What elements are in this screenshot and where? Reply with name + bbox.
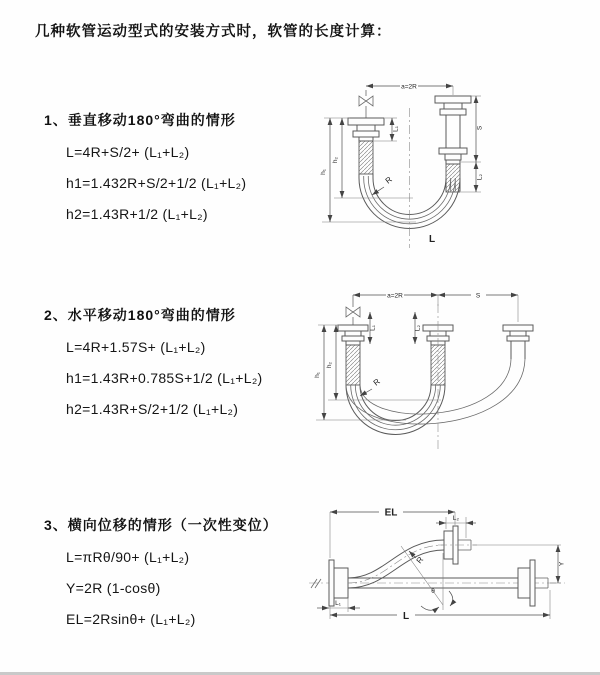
dim-h2-label: h₂ — [332, 156, 339, 164]
radius-callout — [360, 377, 382, 396]
dim-h2-label: h₂ — [326, 361, 333, 369]
dim-l1-label: L₁ — [369, 325, 377, 331]
dim-width-label: a=2R — [387, 292, 403, 300]
valve-icon — [346, 295, 360, 325]
dim-l-label: L — [402, 611, 410, 622]
braided-hose-section — [446, 164, 460, 192]
valve-icon — [359, 90, 373, 118]
braided-hose-section — [359, 141, 373, 174]
right-flange-assembly — [435, 96, 471, 192]
section-vertical-movement — [44, 110, 246, 230]
formula-el: EL=2Rsinθ+ (L₁+L₂) — [66, 611, 196, 627]
dim-width-a2r — [366, 84, 453, 96]
diagram-lateral-displacement — [303, 498, 578, 650]
dim-l2 — [415, 312, 422, 344]
formula-h2: h2=1.43R+S/2+1/2 (L₁+L₂) — [66, 401, 239, 417]
hose-length-label: L — [429, 234, 436, 245]
page-title: 几种软管运动型式的安装方式时，软管的长度计算： — [35, 24, 392, 40]
dim-l — [330, 590, 550, 622]
dim-el-label: EL — [384, 507, 398, 519]
dim-y-label: Y — [558, 561, 566, 567]
diagram-vertical-180-bend — [308, 70, 513, 262]
dim-l2 — [461, 162, 484, 192]
braided-hose-section — [346, 345, 360, 385]
formula-length: L=4R+S/2+ (L₁+L₂) — [66, 144, 190, 160]
upper-flange-assembly — [438, 526, 477, 564]
dim-l1-label: L₁ — [335, 600, 341, 607]
section-3-heading: 3、横向位移的情形（一次性变位） — [44, 517, 278, 533]
dim-l2-label: L₂ — [476, 173, 484, 181]
dim-l1 — [370, 312, 377, 344]
radius-label: R — [383, 174, 394, 186]
angle-label: θ — [431, 588, 435, 595]
diagram-horizontal-180-bend — [306, 282, 556, 460]
left-flange-assembly — [338, 325, 368, 385]
dim-h1-label: h₁ — [314, 372, 321, 378]
radius-label: R — [371, 376, 382, 388]
formula-length: L=πRθ/90+ (L₁+L₂) — [66, 549, 190, 565]
radius-label: R — [414, 555, 426, 566]
right-flange-assembly — [503, 325, 533, 359]
dim-l2-label: L₂ — [452, 515, 460, 522]
formula-h1: h1=1.432R+S/2+1/2 (L₁+L₂) — [66, 175, 247, 191]
section-lateral-displacement — [44, 515, 278, 635]
hose-s-curve — [348, 540, 444, 588]
dim-h1-label: h₁ — [320, 169, 327, 175]
section-2-heading: 2、水平移动180°弯曲的情形 — [44, 307, 236, 323]
radius-callout — [409, 551, 425, 565]
formula-y: Y=2R (1-cosθ) — [66, 580, 161, 596]
dim-l1-label: L₁ — [392, 126, 400, 132]
dim-width-label: a=2R — [401, 83, 417, 91]
section-horizontal-movement — [44, 305, 263, 425]
formula-length: L=4R+1.57S+ (L₁+L₂) — [66, 339, 206, 355]
formula-h1: h1=1.43R+0.785S+1/2 (L₁+L₂) — [66, 370, 263, 386]
dim-s — [438, 293, 518, 323]
dim-l1 — [317, 598, 360, 612]
dim-width-a2r — [353, 293, 438, 300]
formula-h2: h2=1.43R+1/2 (L₁+L₂) — [66, 206, 208, 222]
dim-s-label: S — [475, 292, 481, 300]
dim-s-label: S — [476, 125, 484, 131]
section-1-heading: 1、垂直移动180°弯曲的情形 — [44, 112, 236, 128]
dim-l2-label: L₂ — [414, 324, 422, 332]
left-flange-assembly — [348, 118, 384, 174]
